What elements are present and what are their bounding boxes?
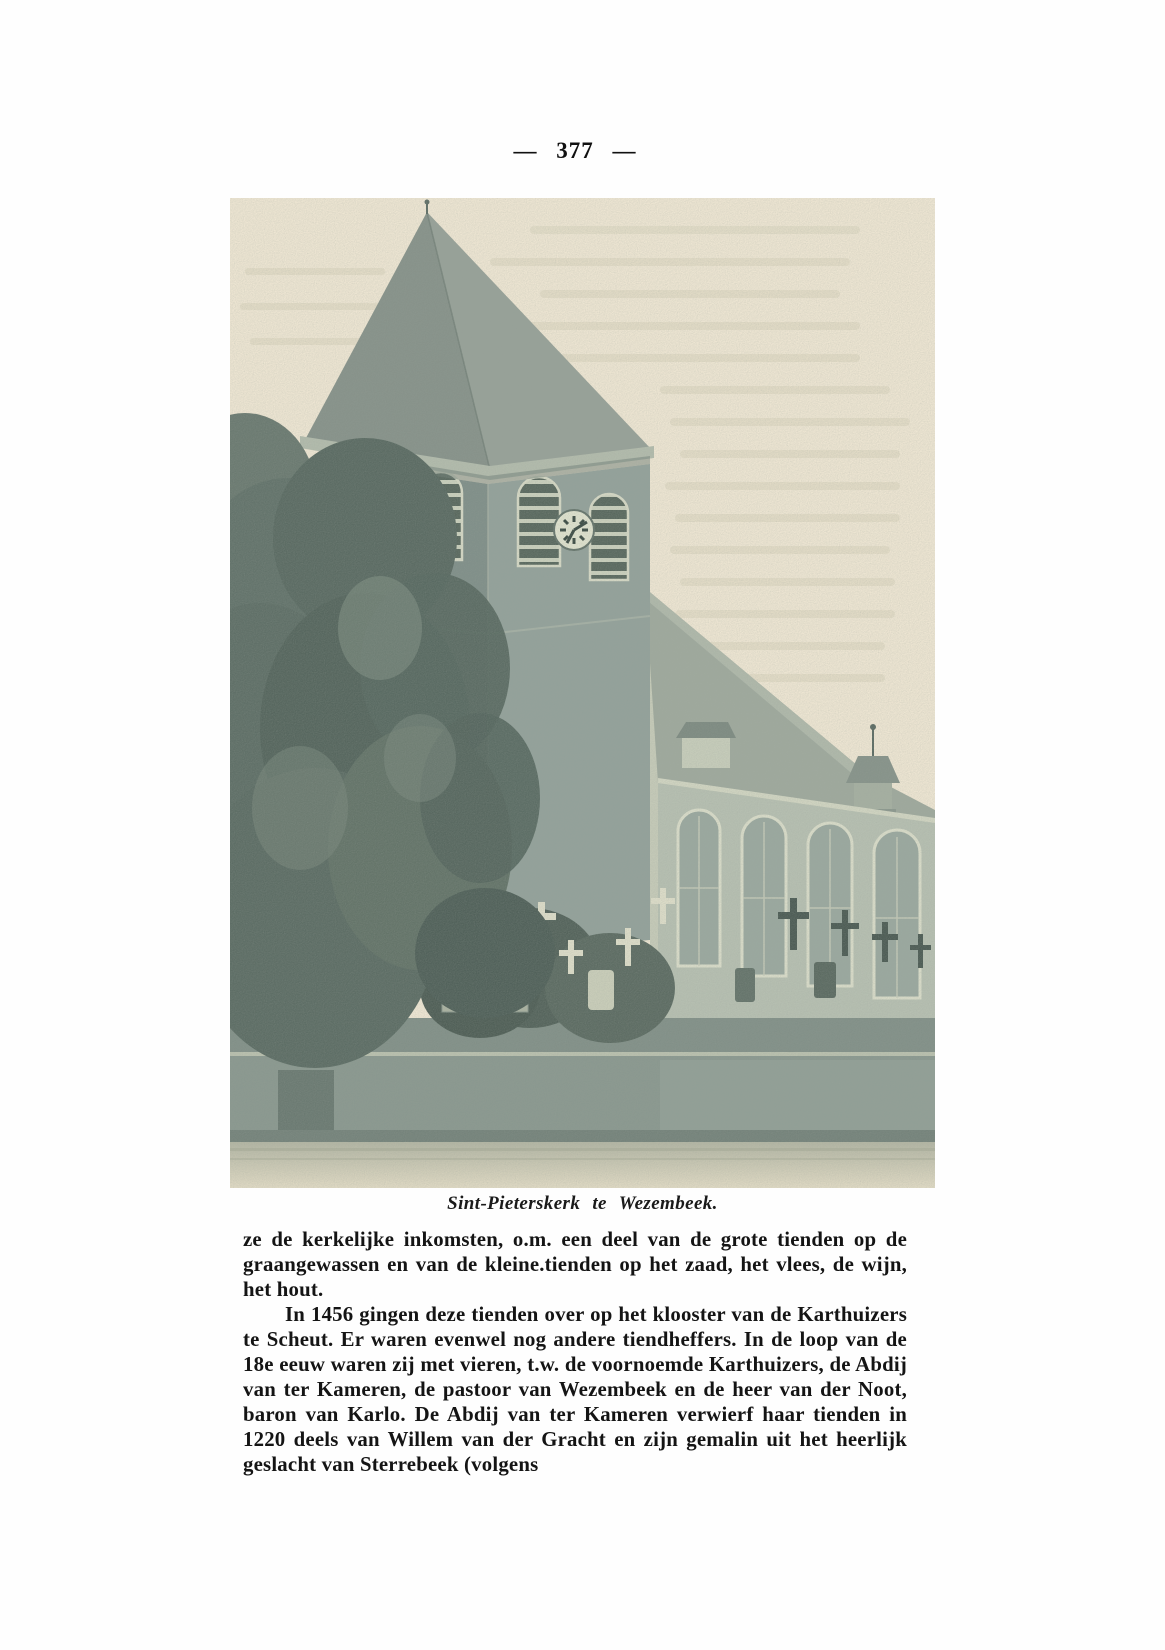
church-photo-illustration (230, 198, 935, 1188)
page-number: — 377 — (513, 138, 637, 163)
figure-caption: Sint-Pieterskerk te Wezembeek. (447, 1193, 718, 1214)
church-photograph (230, 198, 935, 1188)
body-text (243, 1227, 907, 1477)
paragraph: ze de kerkelijke inkomsten, o.m. een deel van de grote tienden op de graangewassen en van de kleine.tienden op het zaad, het vlees, de wijn, het hout. (243, 1228, 907, 1301)
paragraph: In 1456 gingen deze tienden over op het klooster van de Karthuizers te Scheut. Er waren evenwel nog andere tiendheffers. In de loop van de 18e eeuw waren zij met vieren, t.w. de voornoemde Karthuizers, de Abdij van ter Kameren, de pastoor van Wezembeek en de heer van der Noot, baron van Karlo. De Abdij van ter Kameren verwierf haar tienden in 1220 deels van Willem van der Gracht en zijn gemalin uit het heerlijk geslacht van Sterrebeek (volgens (243, 1303, 907, 1476)
halftone-grain (230, 198, 935, 1188)
